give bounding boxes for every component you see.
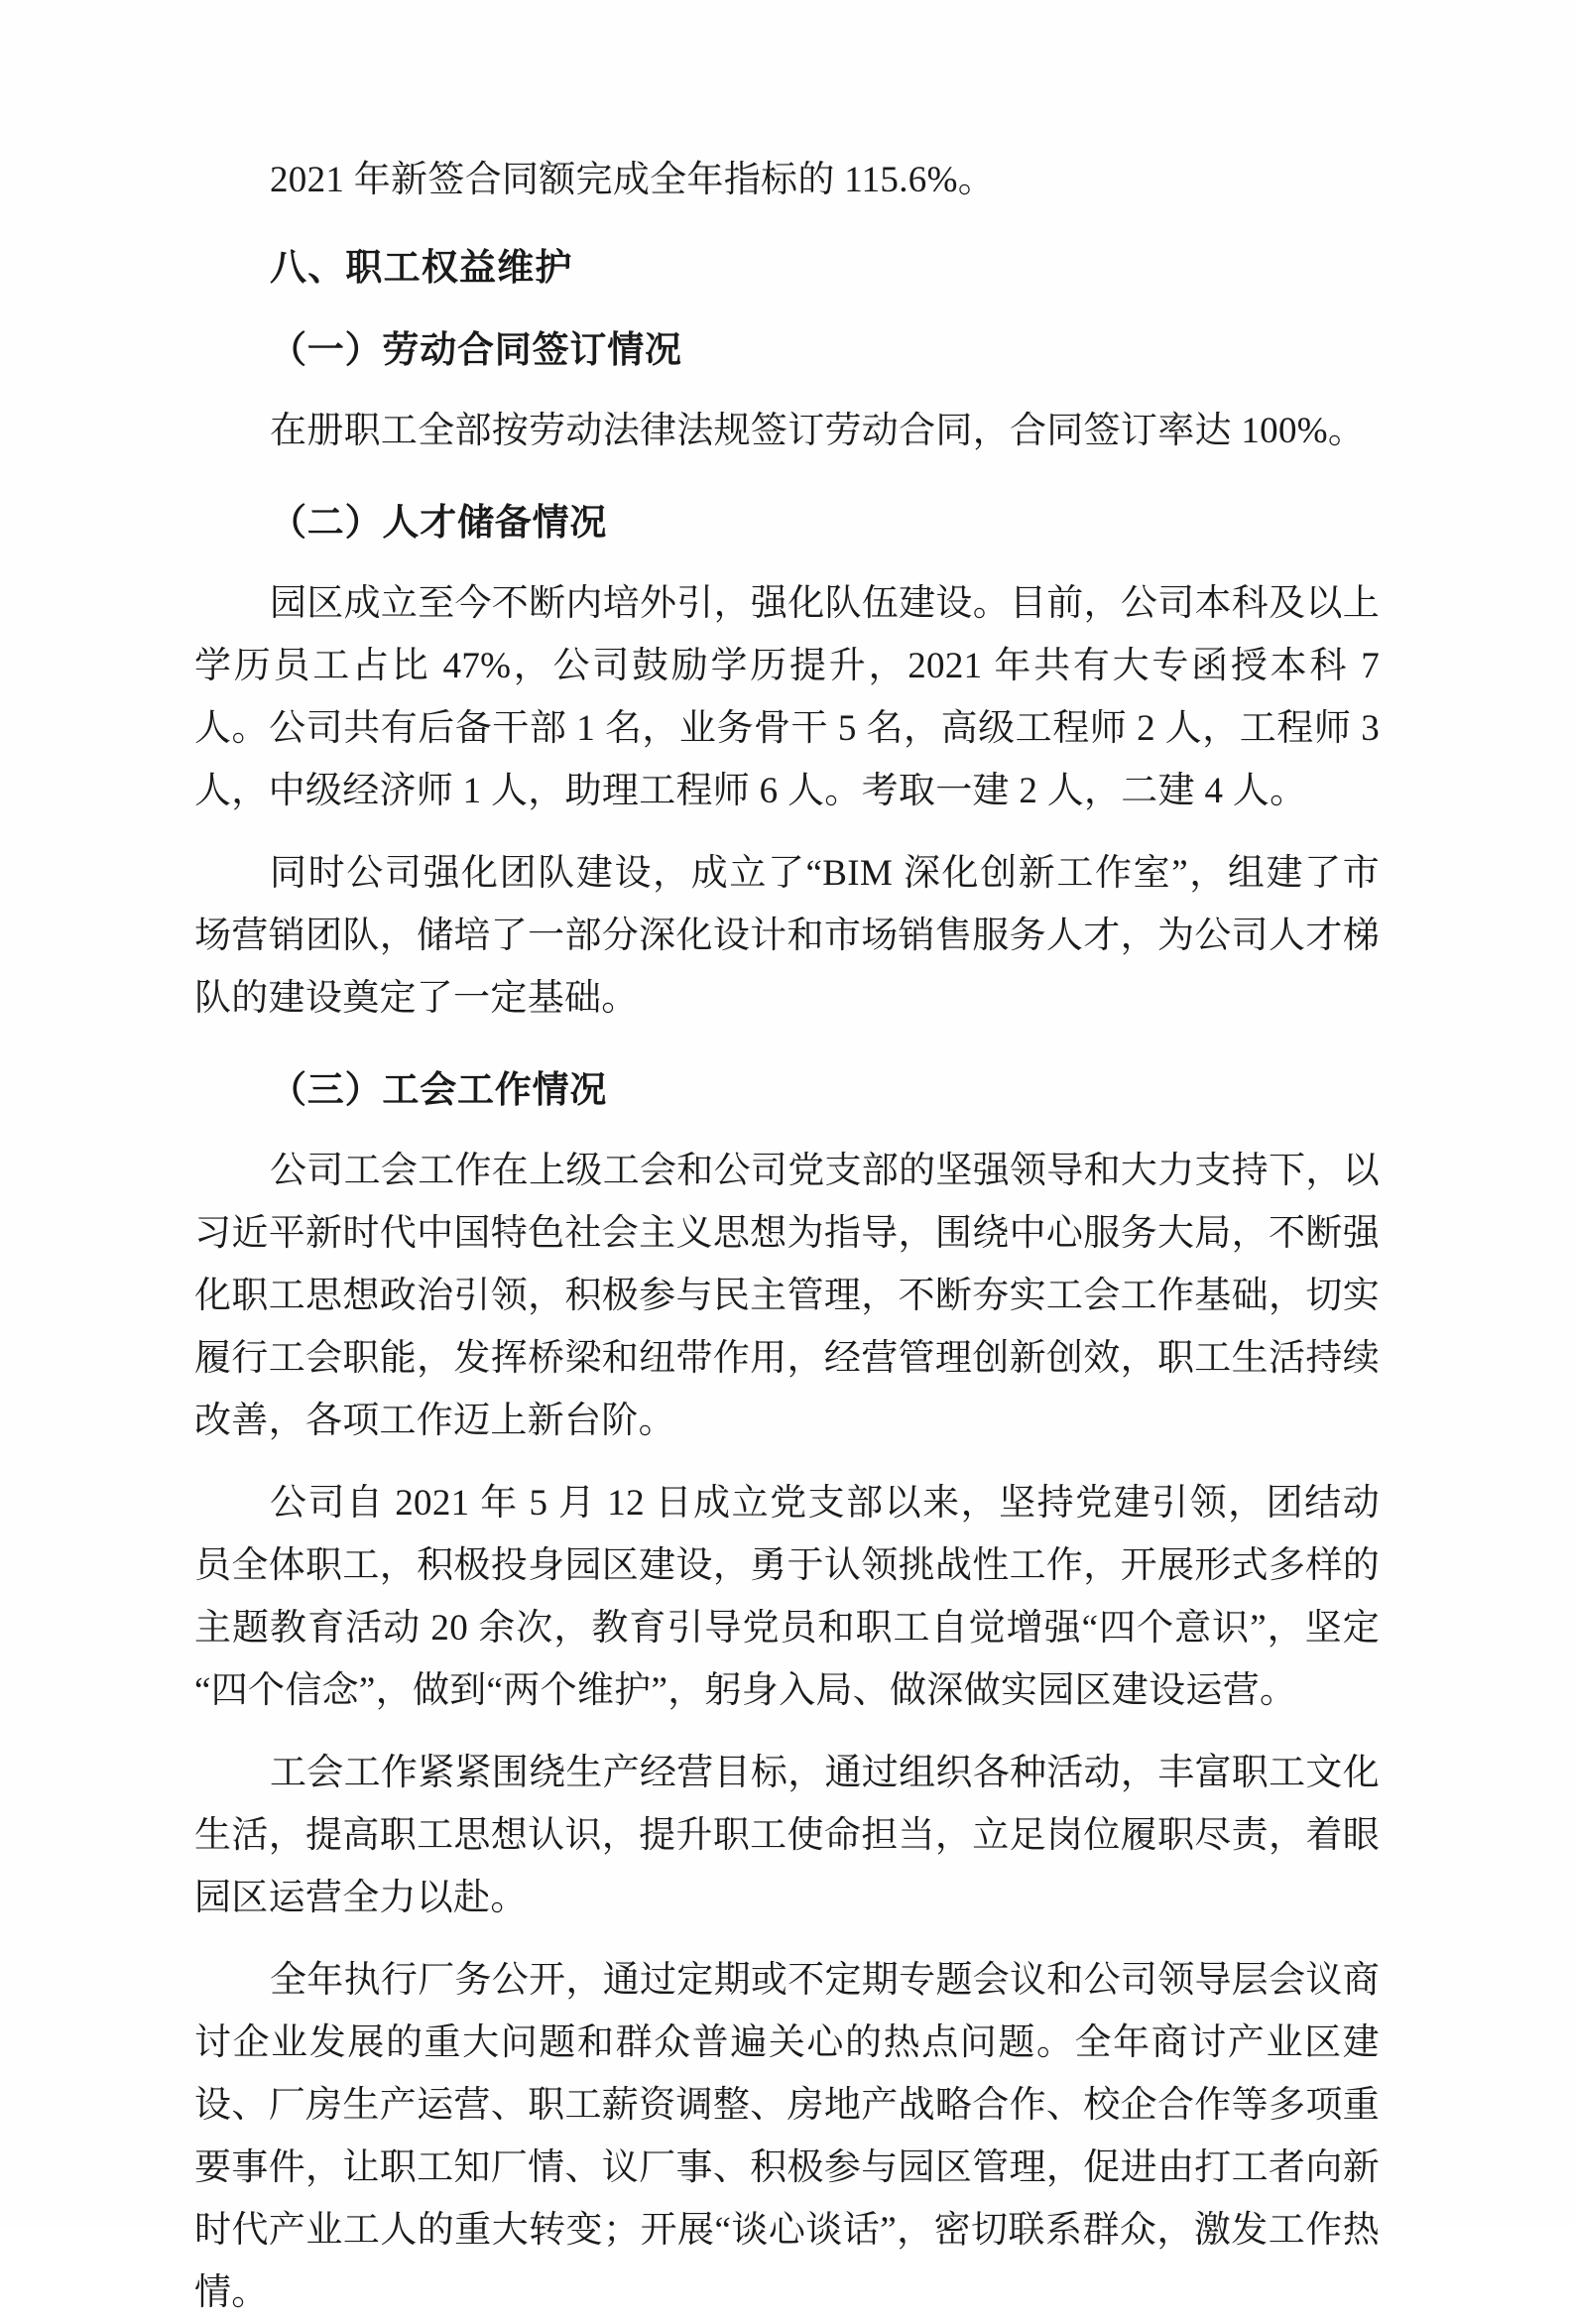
paragraph-union-work-1: 公司工会工作在上级工会和公司党支部的坚强领导和大力支持下，以习近平新时代中国特色社会主义思想为指导，围绕中心服务大局，不断强化职工思想政治引领，积极参与民主管理，不断夯实工会工作基础，切实履行工会职能，发挥桥梁和纽带作用，经营管理创新创效，职工生活持续改善，各项工作迈上新台阶。 xyxy=(194,1151,1380,1441)
paragraph-talent-reserve-2: 同时公司强化团队建设，成立了“BIM 深化创新工作室”，组建了市场营销团队，储培了一部分深化设计和市场销售服务人才，为公司人才梯队的建设奠定了一定基础。 xyxy=(194,853,1380,1019)
paragraph-union-work-3: 工会工作紧紧围绕生产经营目标，通过组织各种活动，丰富职工文化生活，提高职工思想认识，提升职工使命担当，立足岗位履职尽责，着眼园区运营全力以赴。 xyxy=(194,1753,1380,1918)
subsection-heading-labor-contract: （一）劳动合同签订情况 xyxy=(270,330,682,371)
continuation-paragraph: 2021 年新签合同额完成全年指标的 115.6%。 xyxy=(270,160,995,200)
subsection-heading-talent-reserve: （二）人才储备情况 xyxy=(270,503,608,544)
paragraph-union-work-2: 公司自 2021 年 5 月 12 日成立党支部以来，坚持党建引领，团结动员全体职工，积极投身园区建设，勇于认领挑战性工作，开展形式多样的主题教育活动 20 余次，教育引导党员和职工自觉增强“四个意识”，坚定“四个信念”，做到“两个维护”，躬身入局、做深做实园区建设运营。 xyxy=(194,1483,1380,1711)
document-body xyxy=(194,149,1380,2324)
subsection-heading-union-work: （三）工会工作情况 xyxy=(270,1070,608,1111)
paragraph-labor-contract-1: 在册职工全部按劳动法律法规签订劳动合同，合同签订率达 100%。 xyxy=(270,411,1366,451)
paragraph-union-work-4: 全年执行厂务公开，通过定期或不定期专题会议和公司领导层会议商讨企业发展的重大问题和群众普遍关心的热点问题。全年商讨产业区建设、厂房生产运营、职工薪资调整、房地产战略合作、校企合作等多项重要事件，让职工知厂情、议厂事、积极参与园区管理，促进由打工者向新时代产业工人的重大转变；开展“谈心谈话”，密切联系群众，激发工作热情。 xyxy=(194,1960,1380,2313)
paragraph-talent-reserve-1: 园区成立至今不断内培外引，强化队伍建设。目前，公司本科及以上学历员工占比 47%，公司鼓励学历提升，2021 年共有大专函授本科 7 人。公司共有后备干部 1 名，业务骨干 5 名，高级工程师 2 人，工程师 3 人，中级经济师 1 人，助理工程师 6 人。考取一建 2 人，二建 4 人。 xyxy=(194,583,1380,811)
section-heading-employee-rights: 八、职工权益维护 xyxy=(270,248,573,289)
